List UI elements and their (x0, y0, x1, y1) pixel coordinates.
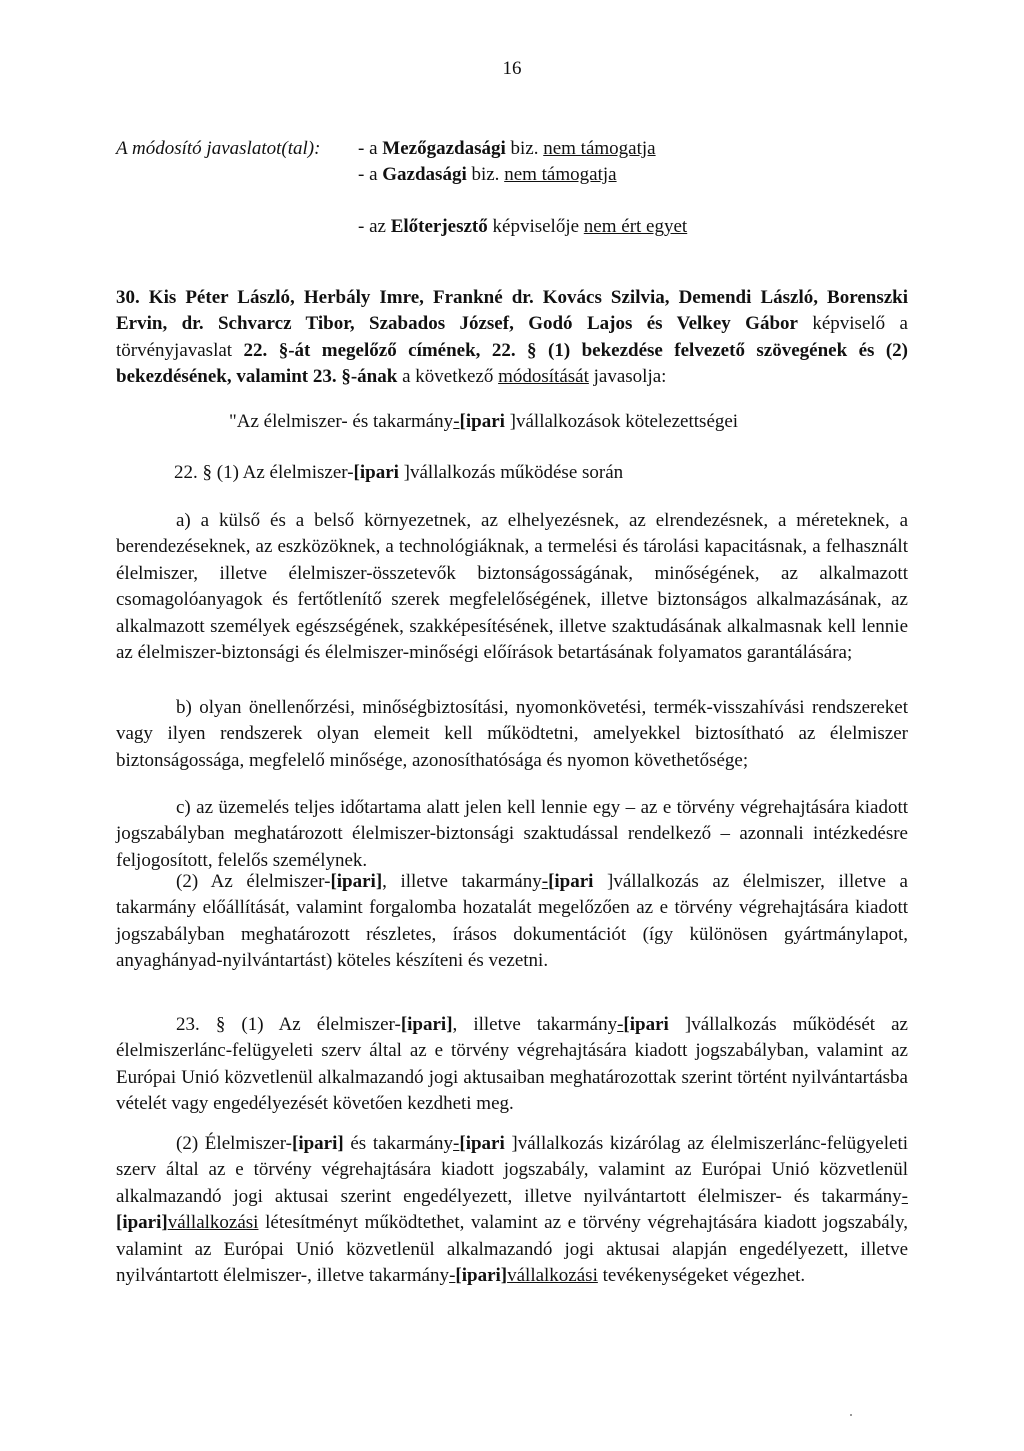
title-part-b: - (453, 411, 460, 432)
s22-part-b: [ipari (353, 462, 399, 483)
p23-2-b: [ipari] (292, 1133, 344, 1154)
line3-status: nem ért egyet (583, 216, 688, 237)
p23-2-j: létesítményt működtethet, valamint az e törvény végrehajtására kiadott jogszabály, valamint az Európai Unió közvetlenül alkalmazandó jogi aktusai alapján engedélyezett, illetve nyilvántartott élelmiszer-, illetve takarmány (116, 1212, 908, 1287)
p23-2-e: [ipari (459, 1133, 505, 1154)
p23-2-f: ]vállalkozás kizárólag az élelmiszerlánc-felügyeleti szerv által az e törvény végrehajtására kiadott jogszabály, valamint az Európai Unió közvetlenül alkalmazandó jogi aktusai szerint engedélyezett, illetve nyilvántartott élelmiszer- és takarmány (116, 1133, 909, 1207)
p23-1-b: [ipari] (400, 1014, 453, 1035)
p23-2-m: vállalkozási (507, 1265, 598, 1287)
line1-prefix: - a (358, 138, 383, 159)
proposer-label (116, 137, 320, 161)
p23-2-n: tevékenységeket végezhet. (597, 1265, 806, 1287)
paragraph-23-1 (116, 1012, 908, 1118)
committee-line-1 (358, 137, 656, 161)
line3-mid: képviselője (487, 216, 584, 237)
paragraph-c: c) az üzemelés teljes időtartama alatt jelen kell lennie egy – az e törvény végrehajtására kiadott jogszabályban meghatározott élelmiszer-biztonsági szaktudással rendelkező – azonnali intézkedésre feljogosított, felelős személynek. (116, 797, 908, 871)
section-title (229, 410, 738, 434)
line1-biz: biz. (505, 138, 544, 159)
item-30-text-2: a következő (397, 366, 499, 388)
committee-line-3 (358, 215, 687, 239)
p23-2-a: (2) Élelmiszer- (176, 1133, 292, 1154)
p23-2-k: - (449, 1265, 456, 1287)
item-30-modification: módosítását (498, 366, 589, 388)
p22-2-e: [ipari (548, 871, 594, 892)
title-part-d: ]vállalkozások kötelezettségei (504, 411, 739, 432)
section-22-heading (174, 461, 623, 485)
p22-2-c: , illetve takarmány (382, 871, 542, 892)
item-30-text-1: képviselő a törvényjavaslat (116, 313, 908, 361)
item-30-sections: 22. §-át megelőző címének, 22. § (1) bekezdése felvezető szövegének és (2) bekezdésének, valamint 23. §-ának (116, 339, 908, 388)
item-30-paragraph (116, 285, 908, 391)
p23-2-g: - (901, 1185, 908, 1207)
item-30-text-3: javasolja: (588, 366, 667, 388)
paragraph-b: b) olyan önellenőrzési, minőségbiztosítási, nyomonkövetési, termék-visszahívási rendszereket vagy ilyen rendszerek olyan elemeit kell működtetni, amelyekkel biztosítható az élelmiszer biztonságossága, megfelelő minősége, azonosíthatósága és nyomon követhetősége; (116, 697, 908, 771)
paragraph-a: a) a külső és a belső környezetnek, az elhelyezésnek, az elrendezésnek, a méreteknek, a berendezéseknek, az eszközöknek, a technológiáknak, a termelési és tárolási kapacitásnak, a felhasznált élelmiszer, illetve élelmiszer-összetevők biztonságosságának, minőségének, az alkalmazott csomagolóanyagok és fertőtlenítő szerek megfelelőségének, illetve biztonságos alkalmazásának, az alkalmazott személyek egészségének, szakképesítésének, illetve szaktudásának alkalmasnak kell lennie az élelmiszer-biztonsági és élelmiszer-minőségi előírások betartásának folyamatos garantálására; (116, 510, 908, 664)
item-30-authors: 30. Kis Péter László, Herbály Imre, Frankné dr. Kovács Szilvia, Demendi László, Borenszki Ervin, dr. Schvarcz Tibor, Szabados József, Godó Lajos és Velkey Gábor (116, 287, 908, 335)
p22-2-d: - (541, 871, 549, 892)
p23-2-h: [ipari] (116, 1212, 168, 1234)
line3-who: Előterjesztő (390, 216, 488, 237)
line2-committee: Gazdasági (382, 164, 467, 185)
paragraph-22-2 (116, 869, 908, 975)
s22-part-a: 22. § (1) Az élelmiszer- (174, 462, 354, 483)
page-number: 16 (502, 58, 522, 79)
line2-prefix: - a (358, 164, 383, 185)
paragraph-23-2 (116, 1131, 908, 1289)
line2-biz: biz. (466, 164, 505, 185)
p23-1-e: [ipari (623, 1014, 669, 1035)
p23-2-c: és takarmány (343, 1133, 454, 1154)
p23-1-a: 23. § (1) Az élelmiszer- (176, 1014, 401, 1035)
line1-status: nem támogatja (543, 138, 656, 159)
p23-1-d: - (617, 1014, 624, 1035)
p23-2-l: [ipari] (455, 1265, 508, 1287)
p23-2-i: vállalkozási (167, 1212, 259, 1234)
committee-line-2 (358, 163, 617, 187)
p23-1-f: ]vállalkozás működését az élelmiszerlánc-felügyeleti szerv által az e törvény végrehajtására kiadott jogszabályban, valamint az Európai Unió közvetlenül alkalmazandó jogi aktusaiban meghatározottak szerint történt nyilvántartásba vételét vagy engedélyezését követően kezdheti meg. (116, 1014, 908, 1115)
p22-2-b: [ipari] (330, 871, 383, 892)
title-part-a: "Az élelmiszer- és takarmány (229, 411, 454, 432)
proposer-label-text: A módosító javaslatot(tal): (116, 138, 321, 159)
line1-committee: Mezőgazdasági (382, 138, 506, 159)
line3-prefix: - az (358, 216, 391, 237)
title-part-c: [ipari (459, 411, 505, 432)
p23-2-d: - (453, 1133, 460, 1154)
p22-2-a: (2) Az élelmiszer- (176, 871, 331, 892)
line2-status: nem támogatja (504, 164, 617, 185)
scan-speck (850, 1414, 852, 1416)
p22-2-f: ]vállalkozás az élelmiszer, illetve a takarmány előállítását, valamint forgalomba hozatalát megelőzően az e törvény végrehajtására kiadott jogszabályban meghatározott részletes, írásos dokumentációt (így különösen gyártmánylapot, anyaghányad-nyilvántartást) köteles készíteni és vezetni. (116, 871, 908, 972)
s22-part-c: ]vállalkozás működése során (398, 462, 624, 483)
p23-1-c: , illetve takarmány (452, 1014, 618, 1035)
